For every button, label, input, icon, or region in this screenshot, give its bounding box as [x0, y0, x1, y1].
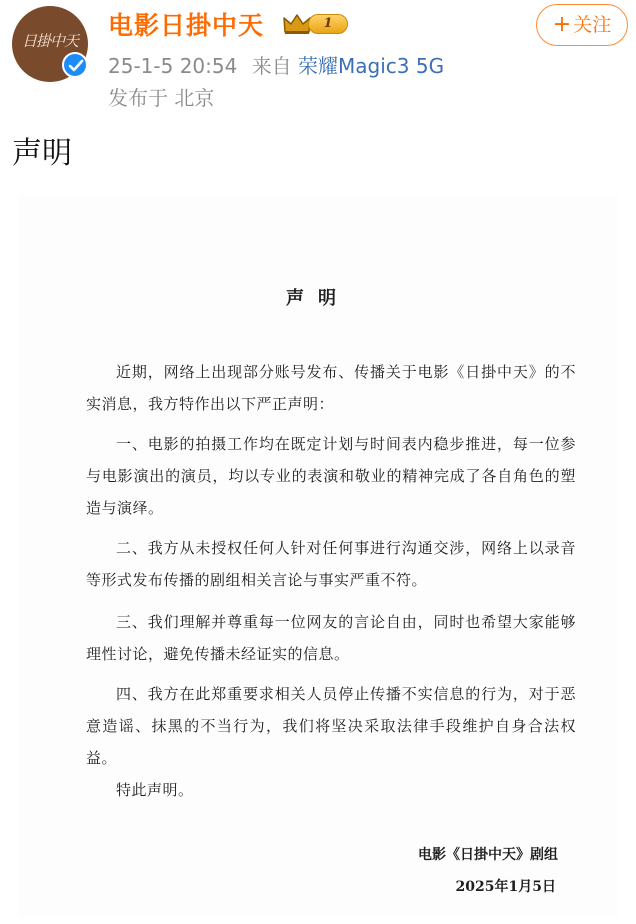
document-closing: 特此声明。 [116, 781, 194, 799]
document-signature: 电影《日掛中天》剧组 [418, 847, 558, 863]
document-paragraph: 四、我方在此郑重要求相关人员停止传播不实信息的行为，对于恶意造谣、抹黑的不当行为，我们将坚决采取法律手段维护自身合法权益。 [86, 685, 576, 767]
post-timestamp: 25-1-5 20:54 [108, 54, 238, 78]
source-prefix: 来自 [251, 54, 292, 78]
avatar-signature-logo: 日掛中天 [21, 32, 78, 50]
post-location: 发布于 北京 [108, 86, 215, 110]
vip-badge[interactable] [282, 10, 350, 38]
document-paragraph: 一、电影的拍摄工作均在既定计划与时间表内稳步推进，每一位参与电影演出的演员，均以专业的表演和敬业的精神完成了各自角色的塑造与演绎。 [86, 435, 576, 517]
post-meta [108, 50, 444, 79]
document-title: 声明 [286, 288, 350, 309]
vip-level: 1 [308, 14, 348, 34]
document-paragraph: 近期，网络上出现部分账号发布、传播关于电影《日掛中天》的不实消息，我方特作出以下严正声明： [86, 363, 576, 413]
post-body-text: 声明 [12, 136, 72, 171]
follow-button[interactable] [536, 4, 628, 46]
post-header [0, 0, 636, 120]
statement-image[interactable] [18, 196, 618, 916]
device-link[interactable]: 荣耀Magic3 5G [298, 54, 445, 78]
document-paragraph: 三、我们理解并尊重每一位网友的言论自由，同时也希望大家能够理性讨论，避免传播未经证实的信息。 [86, 613, 576, 663]
author-name[interactable]: 电影日掛中天 [108, 11, 265, 40]
follow-label: 关注 [573, 14, 612, 36]
document-paragraph: 二、我方从未授权任何人针对任何事进行沟通交涉，网络上以录音等形式发布传播的剧组相关言论与事实严重不符。 [86, 539, 576, 589]
plus-icon: + [552, 12, 572, 37]
document-date: 2025年1月5日 [455, 879, 556, 895]
verified-badge-icon [62, 52, 88, 78]
